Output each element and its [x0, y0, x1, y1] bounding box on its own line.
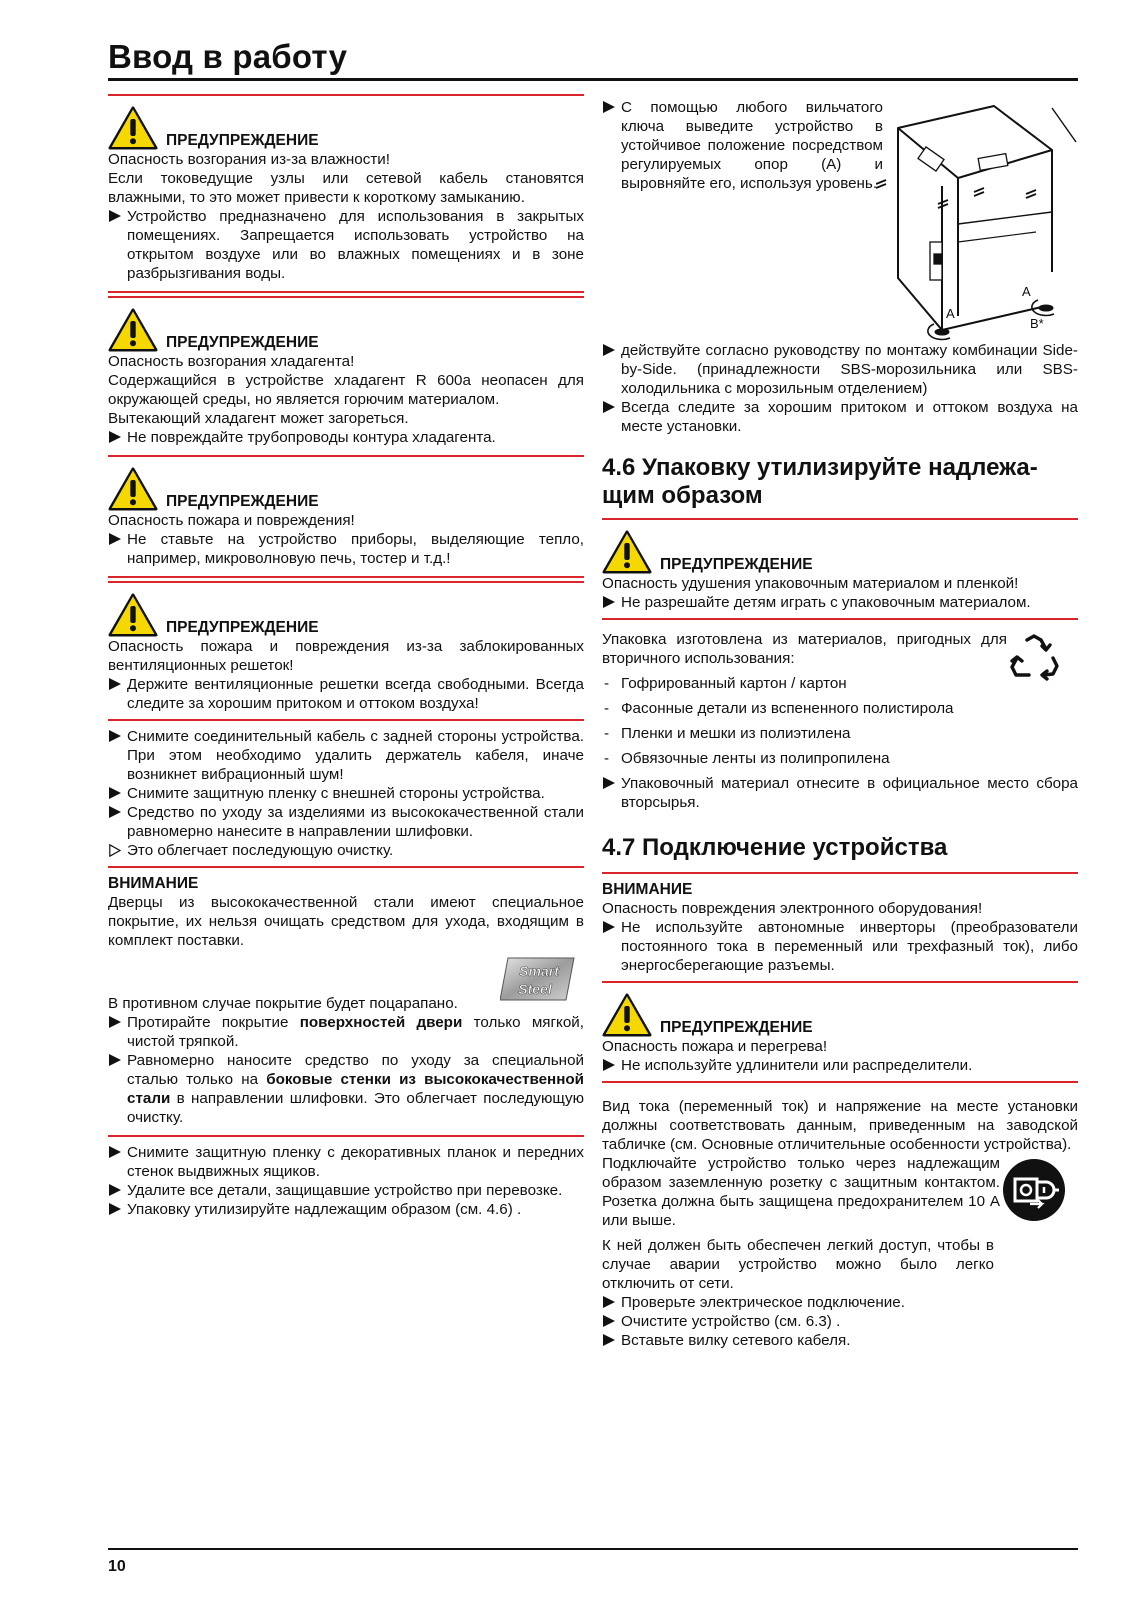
warning-triangle-icon	[108, 106, 158, 150]
red-divider	[108, 291, 584, 298]
red-divider	[108, 866, 584, 868]
figure-label-a: A	[946, 306, 955, 321]
warning-triangle-icon	[108, 308, 158, 352]
warning-block-moisture	[108, 96, 584, 283]
warning-title: ПРЕДУПРЕЖДЕНИЕ	[166, 619, 319, 636]
warning-instruction: Устройство предназначено для использования в закрытых помещениях. Запрещается использовать устройство на открытом воздухе или во влажных помещениях и в зоне разбрызгивания воды.	[108, 207, 584, 283]
left-column	[108, 94, 584, 1219]
step-item	[108, 1013, 584, 1051]
warning-instruction: Не ставьте на устройство приборы, выделяющие тепло, например, микроволновую печь, тостер и т.д.!	[108, 530, 584, 568]
red-divider	[108, 576, 584, 583]
step-item: С помощью любого вильчатого ключа выведите устройство в устойчивое положение посредством регулируемых опор (A) и выровняйте его, используя уровень.	[602, 98, 883, 193]
material-list-item: - Пленки и мешки из полиэтилена	[602, 724, 1078, 743]
warning-block-fire	[108, 457, 584, 568]
step-item: Проверьте электрическое подключение.	[602, 1293, 1078, 1312]
smart-steel-logo-icon	[500, 956, 576, 1002]
material-list-item: - Гофрированный картон / картон	[602, 674, 1078, 693]
section-heading-line: 4.6 Упаковку утилизируйте надлежа-	[602, 454, 1038, 481]
attention-text: Дверцы из высококачественной стали имеют специальное покрытие, их нельзя очищать средством для ухода, входящим в комплект поставки.	[108, 894, 584, 949]
figure-label-a: A	[1022, 284, 1031, 299]
warning-triangle-icon	[108, 593, 158, 637]
step-item: Снимите соединительный кабель с задней стороны устройства. При этом необходимо удалить держатель кабеля, иначе возникнет вибрационный шум!	[108, 727, 584, 784]
step-item: Средство по уходу за изделиями из высококачественной стали равномерно нанесите в направлении шлифовки.	[108, 803, 584, 841]
footer-rule	[108, 1548, 1078, 1550]
attention-text: Опасность повреждения электронного оборудования!	[602, 900, 983, 917]
connection-text: Вид тока (переменный ток) и напряжение на месте установки должны соответствовать данным, приведенным на заводской табличке (см. Основные отличительные особенности устройства).	[602, 1098, 1078, 1153]
figure-label-b: B*	[1030, 316, 1044, 331]
attention-title: ВНИМАНИЕ	[108, 875, 199, 892]
step-item: Упаковку утилизируйте надлежащим образом (см. 4.6) .	[108, 1200, 584, 1219]
warning-block-refrigerant	[108, 298, 584, 447]
section-heading-line: щим образом	[602, 482, 763, 509]
step-item: действуйте согласно руководству по монтажу комбинации Side-by-Side. (принадлежности SBS-морозильника или SBS-холодильника с морозильным отделением)	[602, 341, 1078, 398]
warning-instruction: Не разрешайте детям играть с упаковочным материалом.	[602, 593, 1078, 612]
smart-steel-badge-line1: Smart	[519, 963, 559, 979]
warning-instruction: Не используйте удлинители или распределители.	[602, 1056, 1078, 1075]
smart-steel-badge-line2: Steel	[518, 981, 552, 997]
step-text: только мягкой, чистой тряпкой.	[127, 1014, 584, 1050]
attention-title: ВНИМАНИЕ	[602, 881, 693, 898]
step-text-bold: поверхностей двери	[299, 1014, 463, 1031]
material-list-item: - Фасонные детали из вспененного полистирола	[602, 699, 1078, 718]
warning-triangle-icon	[602, 993, 652, 1037]
grounded-plug-icon	[1002, 1158, 1066, 1222]
connection-text: Подключайте устройство только через надлежащим образом заземленную розетку с защитным контактом. Розетка должна быть защищена предохранителем 10 A или выше.	[602, 1155, 1000, 1229]
warning-hazard: Опасность пожара и повреждения!	[108, 512, 355, 529]
title-rule	[108, 78, 1078, 81]
warning-hazard: Опасность удушения упаковочным материалом и пленкой!	[602, 575, 1019, 592]
step-text: Равномерно наносите средство по уходу за специальной сталью только на	[127, 1052, 584, 1088]
warning-instruction: Держите вентиляционные решетки всегда свободными. Всегда следите за хорошим притоком и оттоком воздуха!	[108, 675, 584, 713]
connection-text: К ней должен быть обеспечен легкий доступ, чтобы в случае аварии устройство можно было легко отключить от сети.	[602, 1237, 994, 1292]
warning-hazard: Опасность пожара и повреждения из-за заблокированных вентиляционных решеток!	[108, 638, 584, 674]
warning-title: ПРЕДУПРЕЖДЕНИЕ	[660, 1019, 813, 1036]
warning-title: ПРЕДУПРЕЖДЕНИЕ	[166, 132, 319, 149]
step-text: в направлении шлифовки. Это облегчает последующую очистку.	[127, 1090, 584, 1126]
result-arrow-icon	[109, 844, 121, 857]
step-item: Очистите устройство (см. 6.3) .	[602, 1312, 1078, 1331]
warning-block-overheat	[602, 983, 1078, 1075]
step-text: Протирайте покрытие	[127, 1014, 300, 1031]
warning-block-suffocation	[602, 520, 1078, 612]
step-item	[108, 1051, 584, 1127]
result-item	[108, 841, 584, 860]
warning-instruction: Не повреждайте трубопроводы контура хладагента.	[108, 428, 584, 447]
step-item: Удалите все детали, защищавшие устройство при перевозке.	[108, 1181, 584, 1200]
attention-instruction: Не используйте автономные инверторы (преобразователи постоянного тока в переменный или трехфазный ток), либо энергосберегающие разъемы.	[602, 918, 1078, 975]
warning-text: Если токоведущие узлы или сетевой кабель становятся влажными, то это может привести к короткому замыканию.	[108, 170, 584, 206]
section-heading-4-7: 4.7 Подключение устройства	[602, 834, 948, 861]
warning-title: ПРЕДУПРЕЖДЕНИЕ	[660, 556, 813, 573]
step-item: Снимите защитную пленку с декоративных планок и передних стенок выдвижных ящиков.	[108, 1143, 584, 1181]
material-list-item: - Обвязочные ленты из полипропилена	[602, 749, 1078, 768]
warning-hazard: Опасность возгорания хладагента!	[108, 353, 355, 370]
section-heading-4-6	[602, 454, 1078, 510]
page-number: 10	[108, 1558, 126, 1575]
warning-triangle-icon	[108, 467, 158, 511]
warning-hazard: Опасность возгорания из-за влажности!	[108, 151, 390, 168]
warning-title: ПРЕДУПРЕЖДЕНИЕ	[166, 334, 319, 351]
step-item: Вставьте вилку сетевого кабеля.	[602, 1331, 1078, 1350]
page-title: Ввод в работу	[108, 38, 348, 75]
leveling-feet-illustration	[876, 96, 1086, 344]
warning-title: ПРЕДУПРЕЖДЕНИЕ	[166, 493, 319, 510]
packaging-text: Упаковка изготовлена из материалов, пригодных для вторичного использования:	[602, 631, 1007, 667]
warning-text: Вытекающий хладагент может загореться.	[108, 410, 409, 427]
warning-text: Содержащийся в устройстве хладагент R 600a неопасен для окружающей среды, но является горючим материалом.	[108, 372, 584, 408]
step-item: Всегда следите за хорошим притоком и оттоком воздуха на месте установки.	[602, 398, 1078, 436]
step-item: Упаковочный материал отнесите в официальное место сбора вторсырья.	[602, 774, 1078, 812]
warning-triangle-icon	[602, 530, 652, 574]
warning-block-ventilation	[108, 583, 584, 713]
attention-text: В противном случае покрытие будет поцарапано.	[108, 995, 458, 1012]
step-item: Снимите защитную пленку с внешней стороны устройства.	[108, 784, 584, 803]
result-text: Это облегчает последующую очистку.	[127, 842, 394, 859]
red-divider	[602, 872, 1078, 874]
warning-hazard: Опасность пожара и перегрева!	[602, 1038, 828, 1055]
step-text-bold: боковые стенки из высококачественной стали	[127, 1071, 584, 1107]
